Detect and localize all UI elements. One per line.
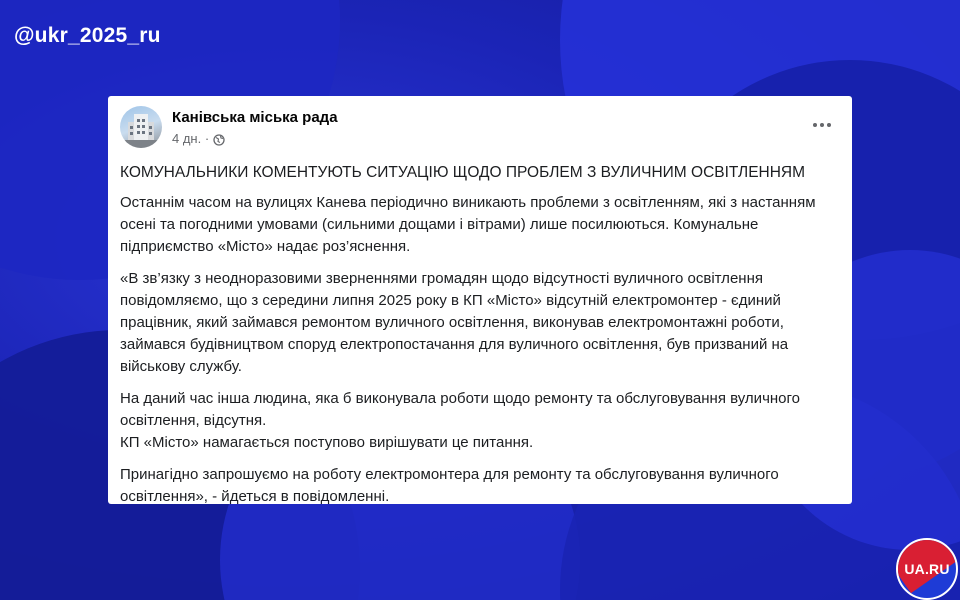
post-paragraph-3b: КП «Місто» намагається поступово вирішувати це питання. [120, 434, 534, 451]
post-card [108, 96, 852, 504]
globe-icon [213, 133, 225, 145]
post-paragraph-4: Принагідно запрошуємо на роботу електромонтера для ремонту та обслуговування вуличного освітлення», - йдеться в повідомленні. [120, 466, 779, 505]
post-header [120, 106, 836, 158]
post-paragraph-1: Останнім часом на вулицях Канева періодично виникають проблеми з освітленням, які з настанням осені та погодними умовами (сильними дощами і вітрами) лише посилюються. Комунальне підприємство «Місто» надає роз’яснення. [120, 194, 816, 255]
post-paragraph-2: «В зв’язку з неодноразовими зверненнями громадян щодо відсутності вуличного освітлення повідомляємо, що з середини липня 2025 року в КП «Місто» відсутній електромонтер - єдиний працівник, який займався ремонтом вуличного освітлення, виконував електромонтажні роботи, займався будівництвом споруд електропостачання для вуличного освітлення, був призваний на військову службу. [120, 270, 789, 375]
dot [827, 123, 831, 127]
dot [820, 123, 824, 127]
channel-handle: @ukr_2025_ru [14, 24, 161, 47]
post-meta [172, 130, 808, 148]
post-time[interactable]: 4 дн. · [172, 131, 210, 146]
page-name[interactable]: Канівська міська рада [172, 109, 338, 126]
logo-text: UA.RU [904, 561, 950, 577]
post-body [120, 162, 836, 508]
post-paragraph-3a: На даний час інша людина, яка б виконувала роботи щодо ремонту та обслуговування вуличного освітлення, відсутня. [120, 390, 800, 429]
ua-ru-logo [896, 538, 958, 600]
post-headline: КОМУНАЛЬНИКИ КОМЕНТУЮТЬ СИТУАЦІЮ ЩОДО ПРОБЛЕМ З ВУЛИЧНИМ ОСВІТЛЕННЯМ [120, 164, 806, 181]
dot [813, 123, 817, 127]
building-icon [120, 106, 162, 148]
post-paragraph-3 [120, 388, 836, 454]
more-options-icon[interactable] [808, 114, 836, 136]
post-header-text [172, 106, 808, 148]
page-avatar[interactable] [120, 106, 162, 148]
